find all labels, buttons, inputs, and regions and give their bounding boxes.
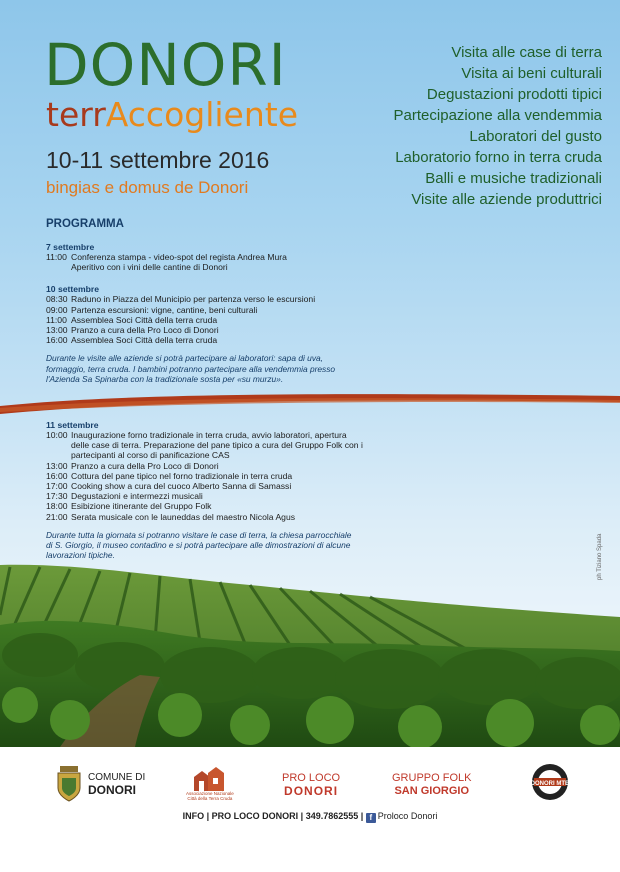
coat-of-arms-icon: [56, 766, 82, 802]
day-block: [46, 420, 366, 560]
activity-item: Balli e musiche tradizionali: [425, 170, 602, 187]
folk-label-2: SAN GIORGIO: [394, 785, 470, 797]
comune-logo: [56, 766, 145, 802]
activity-item: Laboratori del gusto: [469, 128, 602, 145]
day-title: 10 settembre: [46, 284, 100, 295]
proloco-label-1: PRO LOCO: [282, 772, 341, 784]
activities-list: [394, 42, 602, 210]
program-note: Durante le visite alle aziende si potrà partecipare ai laboratori: sapa di uva, formaggio, terra cruda. I bambini potranno partecipare alla vendemmia presso l'Azienda Sa Spinarba con la tradizionale sosta per «su murzu».: [46, 353, 336, 384]
day-title: 7 settembre: [46, 242, 95, 252]
program-row: 17:30 Degustazioni e intermezzi musicali: [46, 491, 203, 502]
program-title: PROGRAMMA: [46, 218, 124, 230]
photo-credit: ph Tiziano Spada: [597, 533, 603, 580]
activity-item: Partecipazione alla vendemmia: [393, 107, 602, 124]
folk-label-1: GRUPPO FOLK: [392, 772, 472, 784]
program-row: 13:00 Pranzo a cura della Pro Loco di Donori: [46, 460, 219, 471]
assoc-label-1: Associazione Nazionale: [186, 791, 234, 796]
proloco-label-2: DONORI: [284, 784, 339, 798]
program-section: [46, 218, 366, 560]
program-row: Aperitivo con i vini delle cantine di Donori: [71, 262, 228, 273]
event-subtitle: [46, 97, 298, 133]
program-row: 08:30 Raduno in Piazza del Municipio per partenza verso le escursioni: [46, 294, 316, 305]
program-note: Durante tutta la giornata si potranno visitare le case di terra, la chiesa parrocchiale di S. Giorgio, il museo contadino e si potrà partecipare alle dimostrazioni di alcune lavorazioni tipiche.: [46, 529, 352, 561]
program-row: 11:00 Conferenza stampa - video-spot del regista Andrea Mura: [46, 252, 287, 262]
subtitle-terr: terr: [46, 95, 106, 134]
program-row: 17:00 Cooking show a cura del cuoco Alberto Sanna di Samassi: [46, 481, 292, 492]
activity-item: Visita alle case di terra: [451, 44, 602, 61]
program-row: 21:00 Serata musicale con le launeddas del maestro Nicola Agus: [46, 511, 296, 522]
proloco-logo: [282, 772, 340, 798]
facebook-icon: f: [366, 813, 376, 823]
assoc-label-2: Città della Terra Cruda: [187, 796, 233, 801]
activity-item: Laboratorio forno in terra cruda: [395, 149, 602, 166]
event-title: DONORI: [44, 31, 287, 99]
gruppo-folk-logo: [392, 772, 471, 798]
event-place: bingias e domus de Donori: [46, 178, 249, 197]
day-title: 11 settembre: [46, 420, 99, 431]
activity-item: Visite alle aziende produttrici: [411, 191, 602, 208]
comune-label-1: COMUNE DI: [88, 772, 146, 783]
info-text: INFO | PRO LOCO DONORI | 349.7862555 |: [182, 811, 364, 821]
program-row: 11:00 Assemblea Soci Città della terra cruda: [46, 314, 218, 325]
comune-label-2: DONORI: [88, 783, 136, 797]
program-row: 10:00 Inaugurazione forno tradizionale in terra cruda, avvio laboratori, apertura delle case di terra. Preparazione del pane tipico a cura del Gruppo Folk con i partecipanti al corso di panificazione CAS: [46, 430, 363, 461]
info-line: [0, 811, 620, 823]
gear-icon: [530, 762, 570, 802]
mtb-text: DONORI MTB: [530, 781, 570, 787]
program-row: 16:00 Assemblea Soci Città della terra cruda: [46, 335, 218, 346]
activity-item: Degustazioni prodotti tipici: [426, 86, 602, 103]
facebook-link[interactable]: Proloco Donori: [377, 811, 438, 821]
day-block: [46, 242, 366, 272]
program-row: 13:00 Pranzo a cura della Pro Loco di Donori: [46, 325, 219, 336]
program-row: 16:00 Cottura del pane tipico nel forno tradizionale in terra cruda: [46, 470, 293, 481]
activity-item: Visita ai beni culturali: [461, 65, 602, 82]
mtb-logo: [530, 762, 570, 802]
terra-cruda-logo: [186, 765, 234, 801]
program-row: 09:00 Partenza escursioni: vigne, cantine, beni culturali: [46, 304, 258, 315]
earth-houses-icon: [190, 765, 230, 791]
vineyard-image: [0, 555, 620, 747]
program-row: 18:00 Esibizione itinerante del Gruppo Folk: [46, 501, 212, 512]
subtitle-accogliente: Accogliente: [105, 95, 299, 134]
day-block: [46, 284, 366, 384]
event-date: 10-11 settembre 2016: [46, 147, 270, 173]
